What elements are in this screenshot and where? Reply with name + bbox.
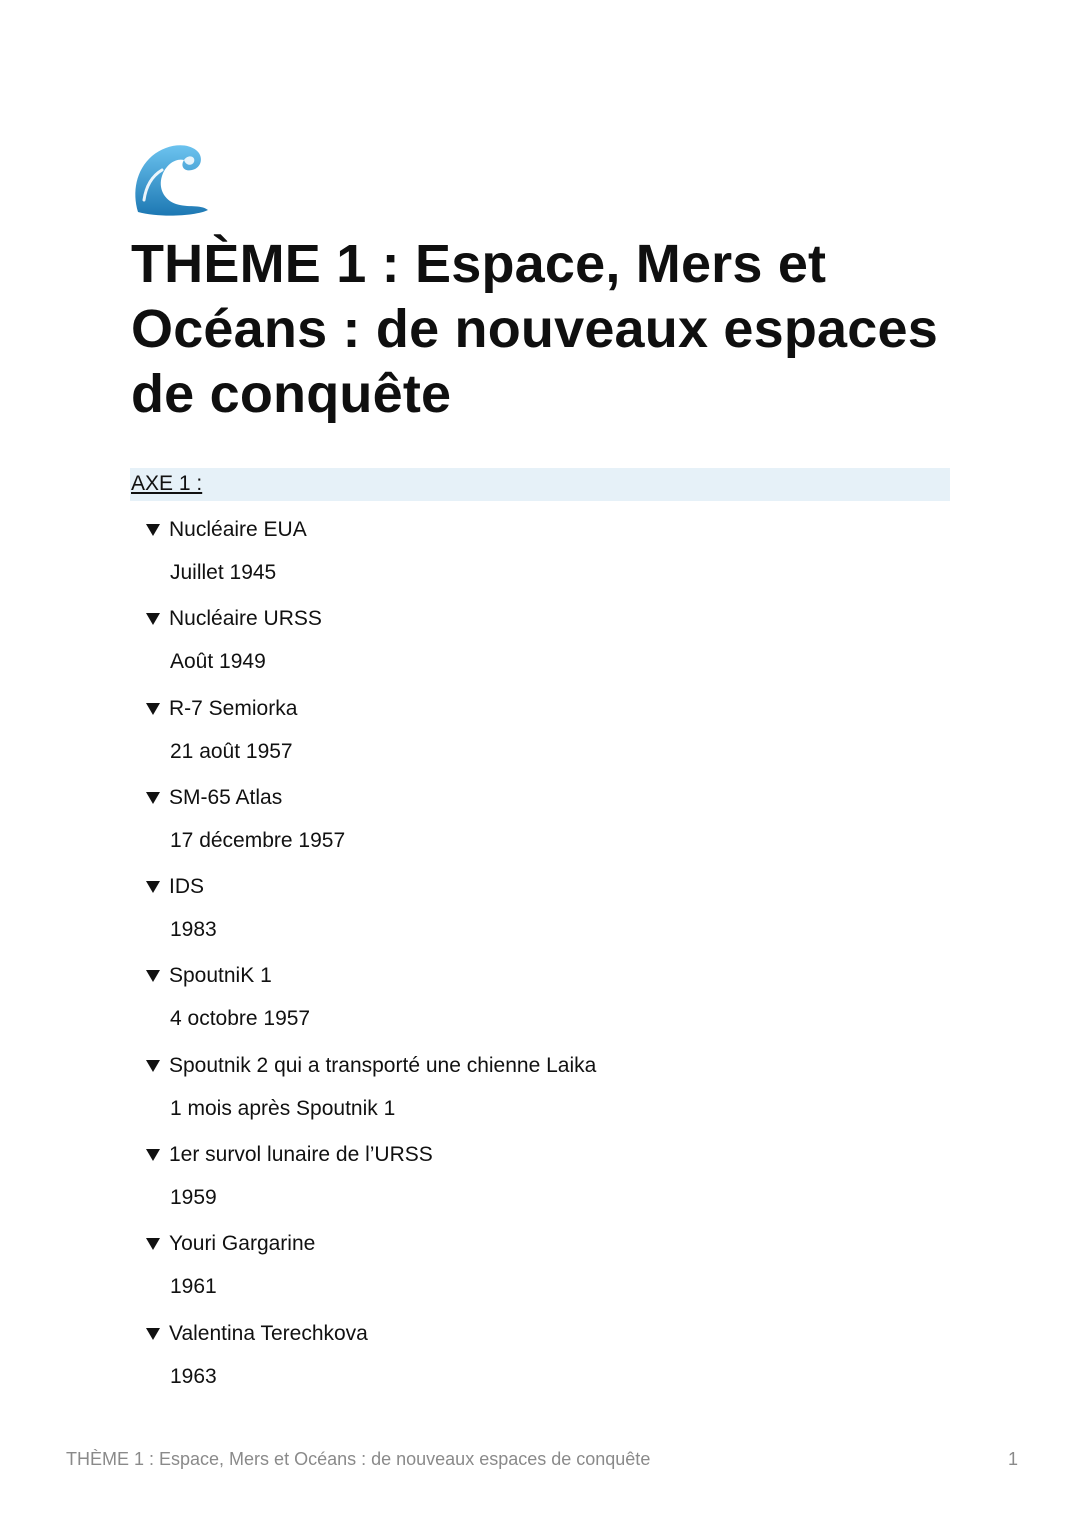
toggle-title: 1er survol lunaire de l’URSS <box>169 1143 433 1167</box>
triangle-down-icon[interactable] <box>145 702 161 716</box>
triangle-down-icon[interactable] <box>145 969 161 983</box>
toggle-title: SpoutniK 1 <box>169 964 272 988</box>
triangle-down-icon[interactable] <box>145 612 161 626</box>
toggle-header[interactable] <box>145 604 322 634</box>
toggle-header[interactable] <box>145 515 307 545</box>
toggle-header[interactable] <box>145 1051 596 1081</box>
toggle-title: Valentina Terechkova <box>169 1321 368 1345</box>
toggle-header[interactable] <box>145 1229 315 1259</box>
toggle-title: Nucléaire URSS <box>169 607 322 631</box>
triangle-down-icon[interactable] <box>145 880 161 894</box>
toggle-item <box>145 778 945 867</box>
toggle-header[interactable] <box>145 783 282 813</box>
toggle-header[interactable] <box>145 1140 433 1170</box>
toggle-title: IDS <box>169 875 205 899</box>
page-title: THÈME 1 : Espace, Mers et Océans : de nouveaux espaces de conquête <box>131 234 938 424</box>
toggle-content: Août 1949 <box>170 650 266 674</box>
toggle-item <box>145 867 945 956</box>
triangle-down-icon[interactable] <box>145 1148 161 1162</box>
triangle-down-icon[interactable] <box>145 1327 161 1341</box>
toggle-content: 17 décembre 1957 <box>170 828 346 852</box>
toggle-item <box>145 510 945 599</box>
water-wave-icon <box>130 140 212 218</box>
toggle-item <box>145 956 945 1045</box>
toggle-item <box>145 1046 945 1135</box>
footer-page-number: 1 <box>1007 1449 1018 1469</box>
axe-heading <box>130 468 950 501</box>
toggle-title: Nucléaire EUA <box>169 518 307 541</box>
toggle-content: 1983 <box>170 918 217 942</box>
toggle-item <box>145 1314 945 1403</box>
toggle-content: 1961 <box>170 1275 217 1299</box>
toggle-list <box>145 510 945 1403</box>
toggle-item <box>145 1135 945 1224</box>
toggle-item <box>145 689 945 778</box>
triangle-down-icon[interactable] <box>145 1059 161 1073</box>
toggle-title: R-7 Semiorka <box>169 696 298 720</box>
toggle-content: 1959 <box>170 1186 217 1210</box>
toggle-content: 4 octobre 1957 <box>170 1007 311 1031</box>
footer-document-title: THÈME 1 : Espace, Mers et Océans : de nouveaux espaces de conquête <box>66 1449 651 1469</box>
toggle-content: 21 août 1957 <box>170 739 293 763</box>
toggle-item <box>145 599 945 688</box>
toggle-header[interactable] <box>145 694 297 724</box>
toggle-content: 1963 <box>170 1364 217 1388</box>
triangle-down-icon[interactable] <box>145 523 161 537</box>
toggle-content: Juillet 1945 <box>170 561 277 584</box>
toggle-header[interactable] <box>145 872 204 902</box>
triangle-down-icon[interactable] <box>145 791 161 805</box>
axe-heading-label: AXE 1 : <box>131 472 203 495</box>
toggle-title: Youri Gargarine <box>169 1232 316 1256</box>
triangle-down-icon[interactable] <box>145 1237 161 1251</box>
toggle-title: SM-65 Atlas <box>169 785 283 809</box>
toggle-header[interactable] <box>145 961 272 991</box>
toggle-header[interactable] <box>145 1319 368 1349</box>
toggle-title: Spoutnik 2 qui a transporté une chienne Laika <box>169 1053 597 1077</box>
toggle-content: 1 mois après Spoutnik 1 <box>170 1096 396 1120</box>
toggle-item <box>145 1224 945 1313</box>
